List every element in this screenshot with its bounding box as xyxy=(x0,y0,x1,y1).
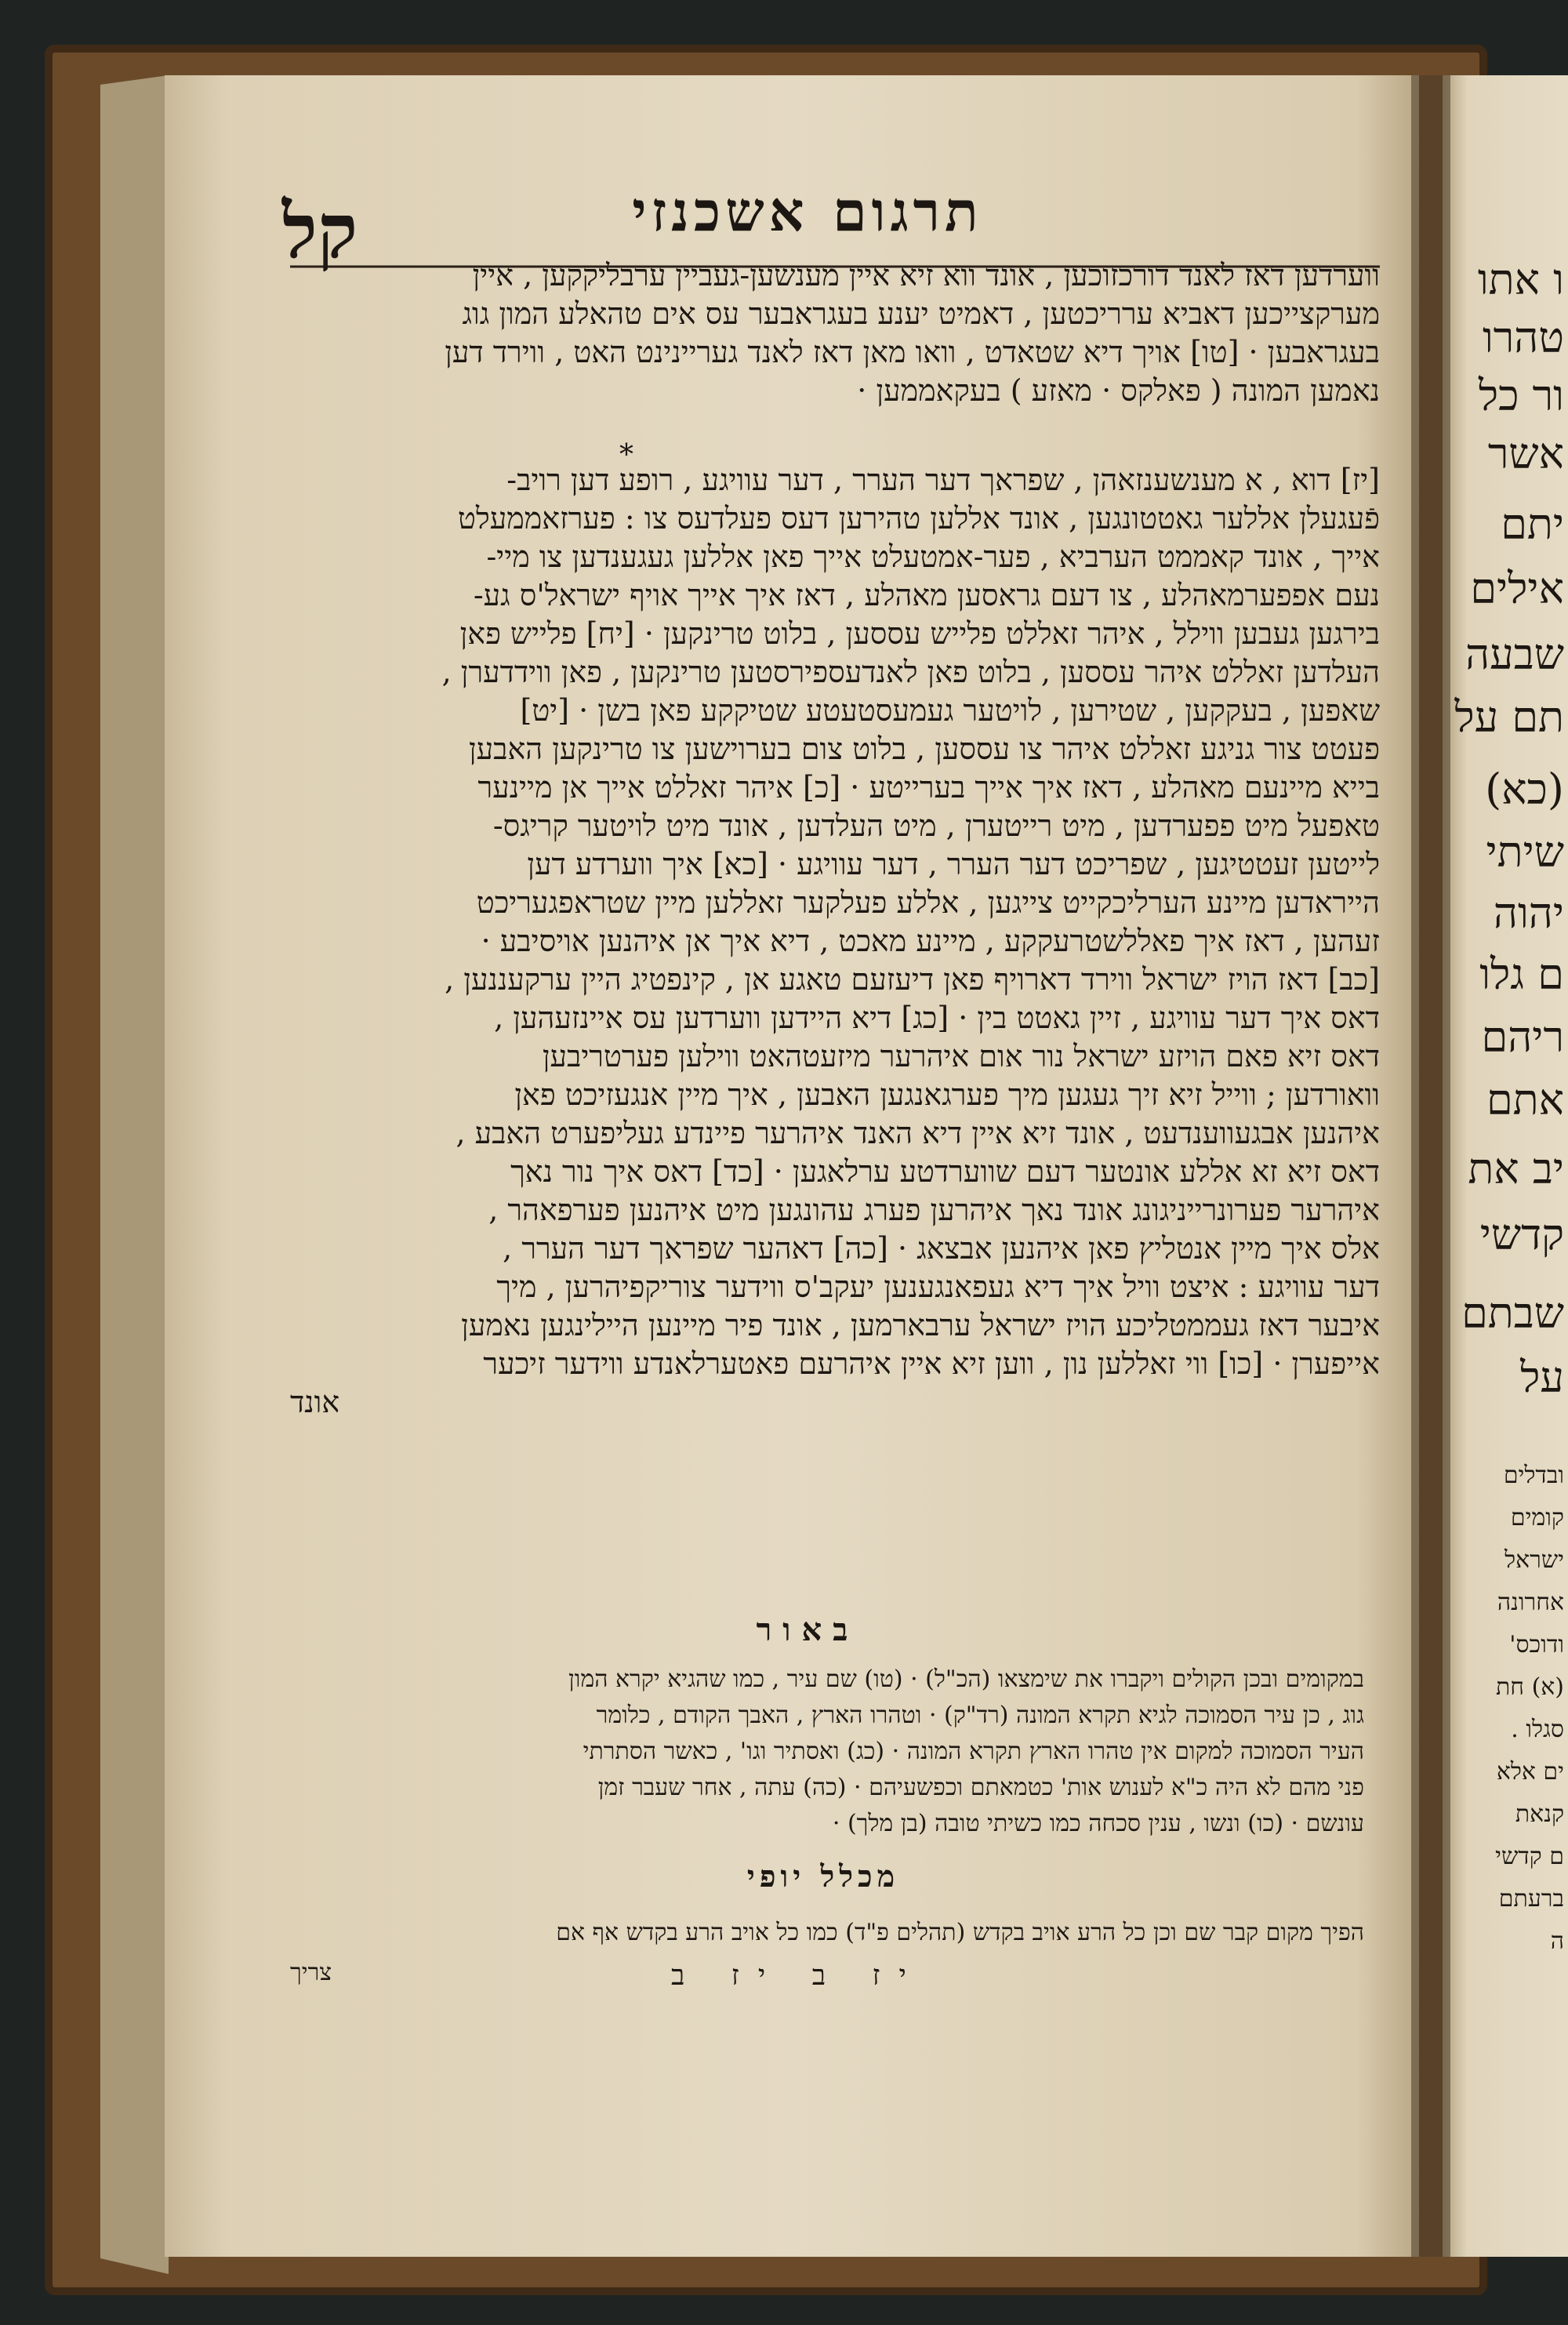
right-page-note: ם קדשי xyxy=(1495,1843,1564,1870)
right-page-note: ישראל xyxy=(1504,1546,1564,1574)
main-text-line: אלס איך מיין אנטליץ פאן איהנען אבצאג · [כה] דאהער שפראך דער הערר , xyxy=(503,1231,1380,1266)
right-page-line: שיתי xyxy=(1486,827,1564,877)
main-text-line: בייא מיינעם מאהלע , דאז איך אייך בערייטע · [כ] איהר זאללט אייך אן מיינער xyxy=(477,770,1380,805)
main-text-line: פֿעגעלן אללער גאטטונגען , אונד אללען טהירען דעס פעלדעס צו : פערזאממעלט xyxy=(458,501,1380,536)
commentary-line: העיר הסמוכה למקום אין טהרו הארץ תקרא המונה · (כג) ואסתיר וגו' , כאשר הסתרתי xyxy=(583,1738,1364,1765)
commentary-line: עונשם · (כו) ונשו , ענין סכחה כמו כשיתי טובה (בן מלך) · xyxy=(832,1810,1364,1837)
main-text-line: [כב] דאז הויז ישראל ווירד דארויף פאן דיעזעם טאגע אן , קינפטיג היין ערקעננען , xyxy=(445,962,1380,997)
right-page-line: טהרו xyxy=(1482,313,1564,362)
right-page-line: ור כל xyxy=(1478,371,1564,420)
commentary-line: פני מהם לא היה כ"א לענוש אות' כטמאתם וכפשעיהם · (כה) עתה , אחר שעבר זמן xyxy=(597,1774,1364,1801)
right-page-line: יתם xyxy=(1501,500,1564,549)
right-page-line: אילים xyxy=(1470,564,1564,613)
main-text-line: טאפעל מיט פפערדען , מיט רייטערן , מיט העלדען , אונד מיט לויטער קריגס- xyxy=(492,808,1380,843)
main-text-line: בעגראבען · [טו] אויך דיא שטאדט , וואו מאן דאז לאנד געריינינט האט , ווירד דען xyxy=(445,335,1380,369)
main-text-line: שאפען , בעקקען , שטירען , לויטער געמעסטעטע שטיקקע פאן בשן · [יט] xyxy=(520,693,1380,728)
main-text-line: איהרער פערונרייניגונג אונד נאך איהרען פערג עהונגען מיט איהנען פערפאהר , xyxy=(488,1193,1380,1227)
commentary-heading: באור xyxy=(756,1611,859,1648)
right-page-line: יהוה xyxy=(1493,888,1564,938)
right-page-note: קנאת xyxy=(1515,1800,1564,1828)
right-page-line: אשר xyxy=(1487,429,1564,478)
right-page-line: (כא) xyxy=(1485,765,1564,814)
right-page-note: סגלו . xyxy=(1511,1716,1564,1743)
right-page-line: תם על xyxy=(1454,692,1564,742)
main-text-line: בירגען געבען ווילל , איהר זאללט פלייש עססען , בלוט טרינקען · [יח] פלייש פאן xyxy=(459,616,1380,651)
main-text-line: נעם אפפערמאהלע , צו דעם גראסען מאהלע , דאז איך אייך אויף ישראל'ס גע- xyxy=(473,578,1380,612)
main-text-line: פעטט צור גניגע זאללט איהר צו עססען , בלוט צום בערוישען צו טרינקען האבען xyxy=(468,732,1380,766)
right-page-line: ם גלו xyxy=(1479,950,1564,999)
main-text-line: אייך , אונד קאממט הערביא , פער-אמטעלט אייך פאן אללען געגענדען צו מיי- xyxy=(486,539,1380,574)
right-page-note: ים אלא xyxy=(1496,1758,1564,1786)
right-page-note: ובדלים xyxy=(1503,1462,1564,1489)
main-text-line: הייראדען מיינע הערליכקייט צייגען , אללע פעלקער זאללען מיין שטראפגעריכט xyxy=(476,885,1380,920)
main-text-line: [יז] דוא , א מענשענזאהן , שפראך דער הערר , דער עוויגע , רופע דען רויב- xyxy=(506,463,1380,497)
right-page-line: ריהם xyxy=(1481,1012,1564,1062)
main-text-line: אונד xyxy=(290,1385,340,1419)
gutter-shadow xyxy=(1411,75,1450,2257)
main-text-line: מערקצייכען דאביא ערריכטען , דאמיט יענע בעגראבער עס אים טהאלע המון גוג xyxy=(462,296,1380,331)
signature-mark: יז ב יז ב xyxy=(671,1960,925,1992)
right-page-note: ודוכס' xyxy=(1509,1631,1564,1658)
main-text-line: לייטען זעטטיגען , שפריכט דער הערר , דער עוויגע · [כא] איך ווערדע דען xyxy=(527,847,1380,881)
divider-asterisk: * xyxy=(619,439,633,471)
commentary-line: במקומים ובכן הקולים ויקברו את שימצאו (הכ"ל) · (טו) שם עיר , כמו שהגיא יקרא המון xyxy=(568,1666,1364,1693)
main-text-line: העלדען זאללט איהר עססען , בלוט פאן לאנדעספירסטען טרינקען , פאן ווידדערן , xyxy=(441,655,1380,689)
catchword: צריך xyxy=(290,1959,332,1986)
right-page-line: ו אתו xyxy=(1477,255,1564,304)
running-title: תרגום אשכנזי xyxy=(632,179,983,244)
folio-number: קל xyxy=(282,187,358,275)
page-stack xyxy=(100,75,169,2274)
right-page-note: אחרונה xyxy=(1497,1589,1564,1616)
main-text-line: זעהען , דאז איך פאללשטרעקקע , מיינע מאכט , דיא איך אן איהנען אויסיבע · xyxy=(481,924,1380,958)
main-text-line: דאס איך דער עוויגע , זיין גאטט בין · [כג] דיא היידען ווערדען עס איינזעהען , xyxy=(494,1001,1380,1035)
main-text-line: דער עוויגע : איצט וויל איך דיא געפאנגענען יעקב'ס ווידער צוריקפיהרען , מיך xyxy=(496,1270,1380,1304)
right-page-line: שבתם xyxy=(1461,1288,1564,1338)
right-page-note: (א) חת xyxy=(1496,1673,1564,1701)
right-page-note: קומים xyxy=(1510,1504,1564,1531)
main-text-line: איבער דאז געממטליכע הויז ישראל ערבארמען , אונד פיר מיינען היילינגען נאמען xyxy=(461,1308,1380,1342)
right-page-line: קדשי xyxy=(1479,1210,1564,1259)
right-page-note: ברעתם xyxy=(1498,1885,1564,1913)
right-page-line: שבעה xyxy=(1465,630,1564,679)
main-text-line: ווערדען דאז לאנד דורכזוכען , אונד ווא זיא איין מענשען-געביין ערבליקקען , איין xyxy=(472,258,1380,292)
main-text-line: אייפערן · [כו] ווי זאללען נון , ווען זיא איין איהרעם פאטערלאנדע ווידער זיכער xyxy=(483,1346,1380,1381)
main-text-line: איהנען אבגעווענדעט , אונד זיא איין דיא האנד איהרער פיינדע געליפערט האבע , xyxy=(456,1116,1380,1150)
source-label: מכלל יופי xyxy=(746,1858,900,1894)
main-text-line: דאס זיא פאם הויזע ישראל נור אום איהרער מיזעטהאט ווילען פערטריבען xyxy=(542,1039,1380,1073)
main-text-line: דאס זיא זא אללע אונטער דעם שווערדטע ערלאגען · [כד] דאס איך נור נאך xyxy=(510,1154,1380,1189)
right-page-note: ה xyxy=(1550,1927,1564,1955)
right-page-line: אתם xyxy=(1486,1075,1564,1124)
right-page-line: יב את xyxy=(1468,1144,1564,1193)
main-text-line: נאמען המונה ( פאלקס · מאזע ) בעקאממען · xyxy=(857,373,1380,408)
main-text-line: וואורדען ; ווייל זיא זיך געגען מיך פערגאנגען האבען , איך מיין אנגעזיכט פאן xyxy=(514,1077,1380,1112)
commentary-line: גוג , כן עיר הסמוכה לגיא תקרא המונה (רד"ק) · וטהרו הארץ , האבך הקודם , כלומר xyxy=(596,1702,1364,1729)
source-note: הפיך מקום קבר שם וכן כל הרע אויב בקדש (תהלים פ"ד) כמו כל אויב הרע בקדש אף אם xyxy=(556,1919,1364,1946)
right-page-line: על xyxy=(1520,1353,1564,1402)
